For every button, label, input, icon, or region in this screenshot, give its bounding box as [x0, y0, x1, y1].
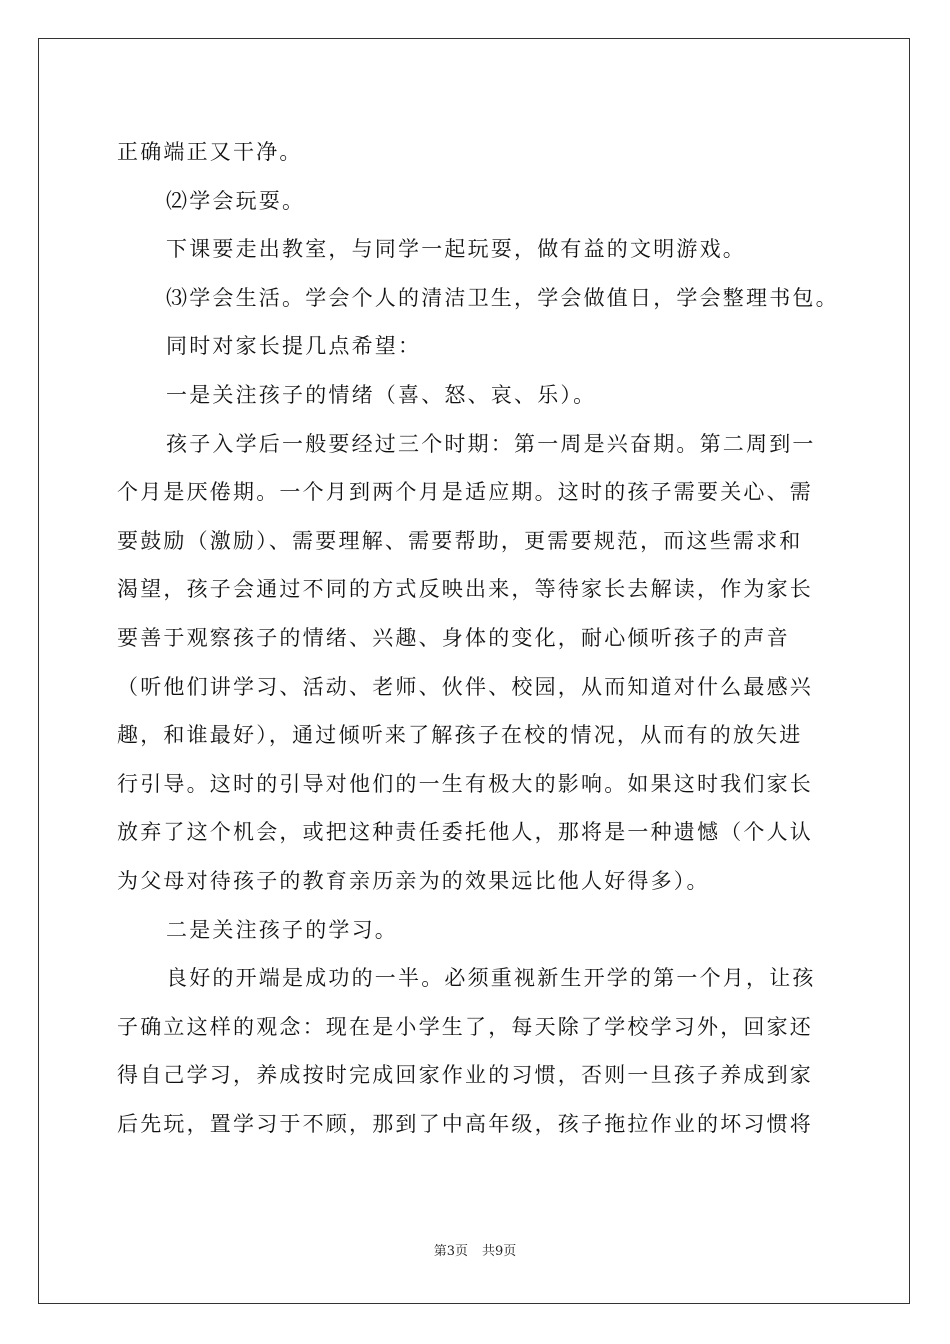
page-number-total: 共9页 — [482, 1244, 517, 1259]
text-line: 得自己学习，养成按时完成回家作业的习惯，否则一旦孩子养成到家 — [117, 1063, 813, 1088]
text-line: 下课要走出教室，与同学一起玩耍，做有益的文明游戏。 — [166, 237, 746, 262]
text-line: 要善于观察孩子的情绪、兴趣、身体的变化，耐心倾听孩子的声音 — [117, 625, 790, 650]
text-line: 孩子入学后一般要经过三个时期：第一周是兴奋期。第二周到一 — [166, 431, 816, 456]
text-line: 子确立这样的观念：现在是小学生了，每天除了学校学习外，回家还 — [117, 1014, 813, 1039]
text-line: 个月是厌倦期。一个月到两个月是适应期。这时的孩子需要关心、需 — [117, 480, 813, 505]
text-line: 渴望，孩子会通过不同的方式反映出来，等待家长去解读，作为家长 — [117, 577, 813, 602]
text-line: 正确端正又干净。 — [117, 140, 303, 164]
text-line: 趣，和谁最好），通过倾听来了解孩子在校的情况，从而有的放矢进 — [117, 723, 803, 748]
text-line: 后先玩，置学习于不顾，那到了中高年级，孩子拖拉作业的坏习惯将 — [117, 1111, 813, 1136]
text-line: 良好的开端是成功的一半。必须重视新生开学的第一个月，让孩 — [166, 966, 816, 991]
text-line: 行引导。这时的引导对他们的一生有极大的影响。如果这时我们家长 — [117, 771, 813, 796]
page-number-current: 第3页 — [433, 1244, 468, 1259]
text-line: 一是关注孩子的情绪（喜、怒、哀、乐）。 — [166, 382, 597, 407]
document-body — [117, 128, 857, 1148]
text-line: （听他们讲学习、活动、老师、伙伴、校园，从而知道对什么最感兴 — [117, 674, 813, 699]
text-line: 为父母对待孩子的教育亲历亲为的效果远比他人好得多）。 — [117, 868, 710, 893]
text-line: 放弃了这个机会，或把这种责任委托他人，那将是一种遗憾（个人认 — [117, 820, 813, 845]
text-line: 二是关注孩子的学习。 — [166, 917, 398, 942]
text-line: ⑵学会玩耍。 — [166, 188, 306, 213]
text-line: ⑶学会生活。学会个人的清洁卫生，学会做值日，学会整理书包。 — [166, 285, 839, 310]
text-line: 同时对家长提几点希望： — [166, 334, 422, 359]
text-line: 要鼓励（激励）、需要理解、需要帮助，更需要规范，而这些需求和 — [117, 528, 803, 553]
page-footer — [0, 1240, 950, 1259]
